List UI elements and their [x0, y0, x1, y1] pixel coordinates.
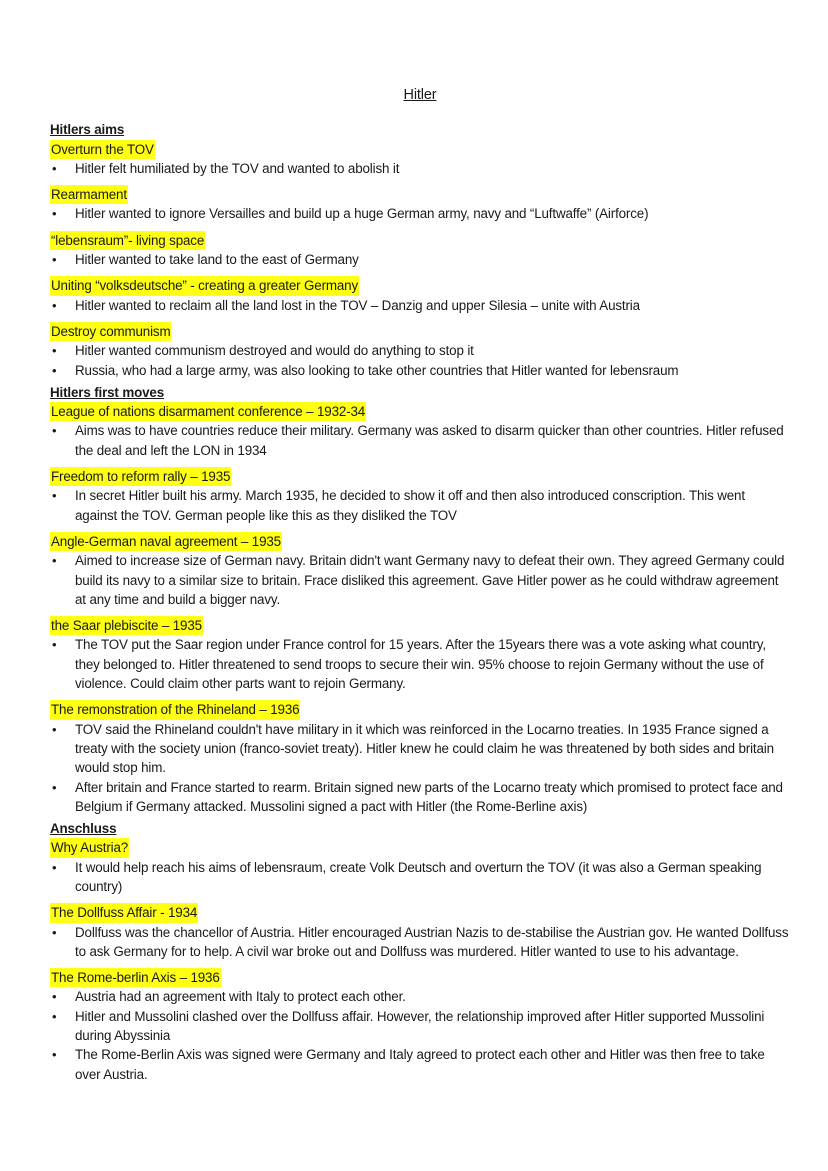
bullet-list — [50, 159, 790, 178]
highlighted-subheading: Destroy communism — [50, 322, 171, 341]
highlighted-subheading: “lebensraum”- living space — [50, 231, 205, 250]
section-heading: Hitlers first moves — [50, 384, 164, 400]
bullet-item: • Hitler wanted communism destroyed and would do anything to stop it — [50, 341, 790, 360]
bullet-item: • The Rome-Berlin Axis was signed were Germany and Italy agreed to protect each other and Hitler was then free to take over Austria. — [50, 1045, 790, 1084]
bullet-list — [50, 204, 790, 223]
bullet-item: • TOV said the Rhineland couldn't have military in it which was reinforced in the Locarno treaties. In 1935 France signed a treaty with the society union (franco-soviet treaty). Hitler knew he could claim he was threatened by both sides and britain would stop him. — [50, 720, 790, 778]
bullet-item: • The TOV put the Saar region under France control for 15 years. After the 15years there was a vote asking what country, they belonged to. Hitler threatened to send troops to secure their win. 95% choose to rejoin Germany without the use of violence. Could claim other parts want to rejoin Germany. — [50, 635, 790, 693]
subsection — [50, 700, 790, 816]
subsection — [50, 185, 790, 224]
subsection — [50, 231, 790, 270]
bullet-list — [50, 296, 790, 315]
highlighted-subheading: The remonstration of the Rhineland – 1936 — [50, 700, 300, 719]
subsection — [50, 903, 790, 961]
document-title: Hitler — [403, 87, 437, 103]
subsection — [50, 467, 790, 525]
subsection — [50, 322, 790, 380]
highlighted-subheading: The Rome-berlin Axis – 1936 — [50, 968, 221, 987]
highlighted-subheading: The Dollfuss Affair - 1934 — [50, 903, 198, 922]
bullet-list — [50, 720, 790, 816]
highlighted-subheading: Why Austria? — [50, 838, 129, 857]
document-body — [50, 120, 790, 1084]
bullet-item: • In secret Hitler built his army. March 1935, he decided to show it off and then also introduced conscription. This went against the TOV. German people like this as they disliked the TOV — [50, 486, 790, 525]
highlighted-subheading: League of nations disarmament conference – 1932-34 — [50, 402, 366, 421]
section-heading: Hitlers aims — [50, 122, 125, 138]
bullet-item: • Russia, who had a large army, was also looking to take other countries that Hitler wanted for lebensraum — [50, 361, 790, 380]
highlighted-subheading: the Saar plebiscite – 1935 — [50, 616, 203, 635]
bullet-item: • Dollfuss was the chancellor of Austria. Hitler encouraged Austrian Nazis to de-stabilise the Austrian gov. He wanted Dollfuss to ask Germany for to help. A civil war broke out and Dollfuss was murdered. Hitler wanted to use to his advantage. — [50, 923, 790, 962]
subsection — [50, 140, 790, 179]
document-page — [50, 86, 790, 1084]
highlighted-subheading: Freedom to reform rally – 1935 — [50, 467, 231, 486]
highlighted-subheading: Angle-German naval agreement – 1935 — [50, 532, 282, 551]
subsection — [50, 616, 790, 693]
bullet-list — [50, 635, 790, 693]
bullet-list — [50, 250, 790, 269]
bullet-item: • Aims was to have countries reduce their military. Germany was asked to disarm quicker than other countries. Hitler refused the deal and left the LON in 1934 — [50, 421, 790, 460]
bullet-item: • Austria had an agreement with Italy to protect each other. — [50, 987, 790, 1006]
bullet-item: • Aimed to increase size of German navy. Britain didn't want Germany navy to defeat their own. They agreed Germany could build its navy to a similar size to britain. Frace disliked this agreement. Gave Hitler power as he could withdraw agreement at any time and build a bigger navy. — [50, 551, 790, 609]
bullet-item: • Hitler wanted to ignore Versailles and build up a huge German army, navy and “Luftwaffe” (Airforce) — [50, 204, 790, 223]
bullet-list — [50, 421, 790, 460]
bullet-list — [50, 551, 790, 609]
bullet-item: • Hitler wanted to take land to the east of Germany — [50, 250, 790, 269]
subsection — [50, 402, 790, 460]
bullet-item: • It would help reach his aims of lebensraum, create Volk Deutsch and overturn the TOV (it was also a German speaking country) — [50, 858, 790, 897]
bullet-list — [50, 923, 790, 962]
bullet-list — [50, 858, 790, 897]
bullet-item: • Hitler and Mussolini clashed over the Dollfuss affair. However, the relationship improved after Hitler supported Mussolini during Abyssinia — [50, 1007, 790, 1046]
highlighted-subheading: Overturn the TOV — [50, 140, 155, 159]
highlighted-subheading: Uniting “volksdeutsche” - creating a greater Germany — [50, 276, 359, 295]
subsection — [50, 532, 790, 609]
bullet-list — [50, 486, 790, 525]
bullet-list — [50, 987, 790, 1083]
bullet-item: • After britain and France started to rearm. Britain signed new parts of the Locarno treaty which promised to protect face and Belgium if Germany attacked. Mussolini signed a pact with Hitler (the Rome-Berline axis) — [50, 778, 790, 817]
bullet-list — [50, 341, 790, 380]
section-heading: Anschluss — [50, 821, 117, 837]
bullet-item: • Hitler felt humiliated by the TOV and wanted to abolish it — [50, 159, 790, 178]
subsection — [50, 838, 790, 896]
subsection — [50, 276, 790, 315]
highlighted-subheading: Rearmament — [50, 185, 128, 204]
bullet-item: • Hitler wanted to reclaim all the land lost in the TOV – Danzig and upper Silesia – unite with Austria — [50, 296, 790, 315]
subsection — [50, 968, 790, 1084]
